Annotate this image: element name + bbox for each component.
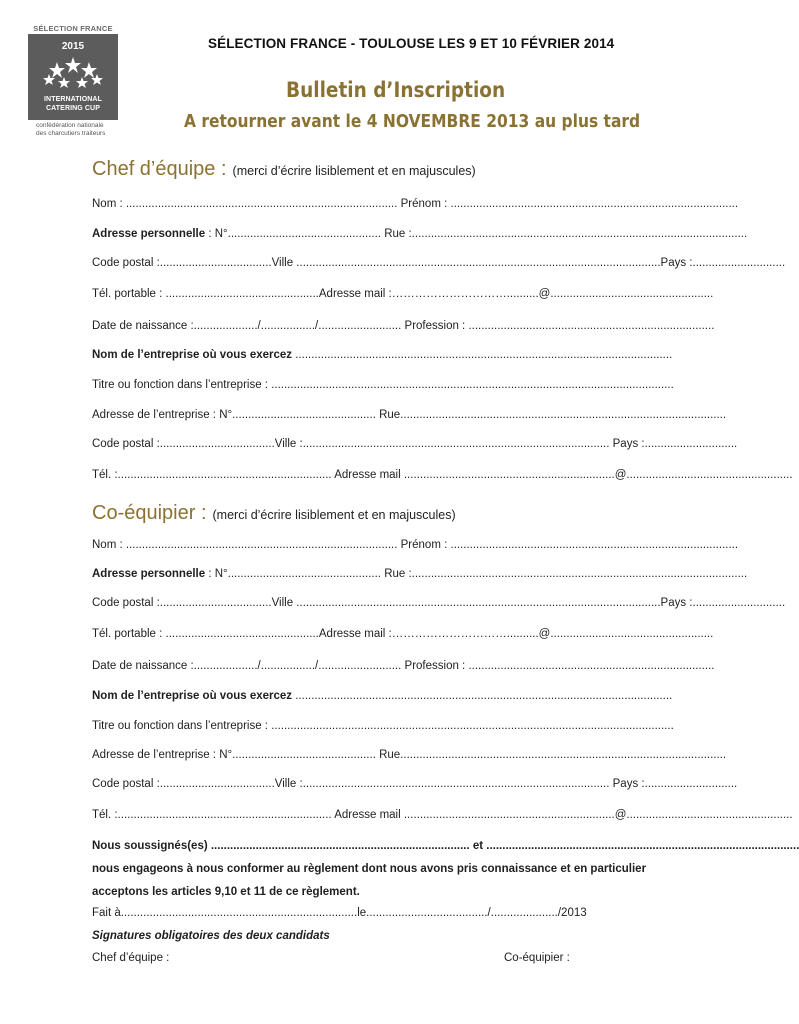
- chef-field-line[interactable]: Adresse personnelle : N°................................................ Rue :.........................................................................................................: [92, 228, 748, 240]
- coequipier-heading: Co-équipier :: [92, 502, 207, 524]
- logo-sub-line1: confédération nationale: [36, 122, 104, 129]
- coequipier-field-line[interactable]: Titre ou fonction dans l’entreprise : ..............................................................................................................................: [92, 720, 674, 732]
- chef-field-line[interactable]: Nom de l’entreprise où vous exercez ......................................................................................................................: [92, 349, 673, 361]
- soussignes-line[interactable]: Nous soussignés(es) ................................................................................. et ..................................................................................................: [92, 840, 799, 852]
- chef-field-line[interactable]: Titre ou fonction dans l’entreprise : ..............................................................................................................................: [92, 379, 674, 391]
- chef-field-line[interactable]: Date de naissance :..................../................./.......................... Profession : .............................................................................: [92, 320, 715, 332]
- fait-a-line[interactable]: Fait à..........................................................................le....................................../...................../2013: [92, 907, 587, 919]
- coequipier-field-line[interactable]: Code postal :....................................Ville :................................................................................................ Pays :.............................: [92, 778, 738, 790]
- chef-section-heading: [92, 158, 476, 181]
- coequipier-field-line[interactable]: Tél. portable : ................................................Adresse mail :…………………………..........@...................................................: [92, 628, 714, 640]
- engagement-text: nous engageons à nous conformer au règlement dont nous avons pris connaissance et en particulier: [92, 863, 647, 875]
- deadline-subtitle: A retourner avant le 4 NOVEMBRE 2013 au plus tard: [184, 111, 641, 132]
- coequipier-field-line[interactable]: Nom : ..................................................................................... Prénom : ..........................................................................................: [92, 539, 739, 551]
- logo-badge: [28, 34, 118, 120]
- chef-field-line[interactable]: Adresse de l’entreprise : N°............................................. Rue......................................................................................................: [92, 409, 727, 421]
- chef-signature-label[interactable]: Chef d’équipe :: [92, 952, 170, 964]
- coequipier-signature-label[interactable]: Co-équipier :: [504, 952, 570, 964]
- logo-cup-line2: CATERING CUP: [46, 104, 100, 112]
- form-title: Bulletin d’Inscription: [286, 78, 506, 102]
- logo-top-text: SÉLECTION FRANCE: [33, 24, 113, 33]
- selection-france-logo: [28, 24, 118, 138]
- coequipier-field-line[interactable]: Nom de l’entreprise où vous exercez ......................................................................................................................: [92, 690, 673, 702]
- chef-note: (merci d’écrire lisiblement et en majuscules): [232, 164, 476, 178]
- event-header: SÉLECTION FRANCE - TOULOUSE LES 9 ET 10 FÉVRIER 2014: [208, 36, 615, 51]
- articles-text: acceptons les articles 9,10 et 11 de ce règlement.: [92, 886, 360, 898]
- signatures-note: Signatures obligatoires des deux candidats: [92, 930, 330, 942]
- chef-field-line[interactable]: Nom : ..................................................................................... Prénom : ..........................................................................................: [92, 198, 739, 210]
- coequipier-field-line[interactable]: Adresse de l’entreprise : N°............................................. Rue......................................................................................................: [92, 749, 727, 761]
- logo-cup-line1: INTERNATIONAL: [44, 96, 102, 103]
- logo-subtitle: [28, 122, 118, 138]
- logo-year: 2015: [61, 41, 85, 52]
- chef-heading: Chef d’équipe :: [92, 158, 227, 180]
- coequipier-field-line[interactable]: Tél. :................................................................... Adresse mail ..................................................................@....................................................: [92, 809, 793, 821]
- chef-field-line[interactable]: Code postal :...................................Ville ..................................................................................................................Pays :.............................: [92, 257, 786, 269]
- coequipier-note: (merci d’écrire lisiblement et en majuscules): [212, 508, 456, 522]
- coequipier-field-line[interactable]: Adresse personnelle : N°................................................ Rue :.........................................................................................................: [92, 568, 748, 580]
- stars-icon: [42, 56, 104, 94]
- logo-cup-text: [28, 96, 118, 113]
- chef-field-line[interactable]: Tél. portable : ................................................Adresse mail :…………………………..........@...................................................: [92, 288, 714, 300]
- chef-field-line[interactable]: Tél. :................................................................... Adresse mail ..................................................................@....................................................: [92, 469, 793, 481]
- chef-field-line[interactable]: Code postal :....................................Ville :................................................................................................ Pays :.............................: [92, 438, 738, 450]
- coequipier-field-line[interactable]: Date de naissance :..................../................./.......................... Profession : .............................................................................: [92, 660, 715, 672]
- coequipier-field-line[interactable]: Code postal :...................................Ville ..................................................................................................................Pays :.............................: [92, 597, 786, 609]
- logo-sub-line2: des charcutiers traiteurs: [36, 130, 106, 137]
- coequipier-section-heading: [92, 502, 456, 525]
